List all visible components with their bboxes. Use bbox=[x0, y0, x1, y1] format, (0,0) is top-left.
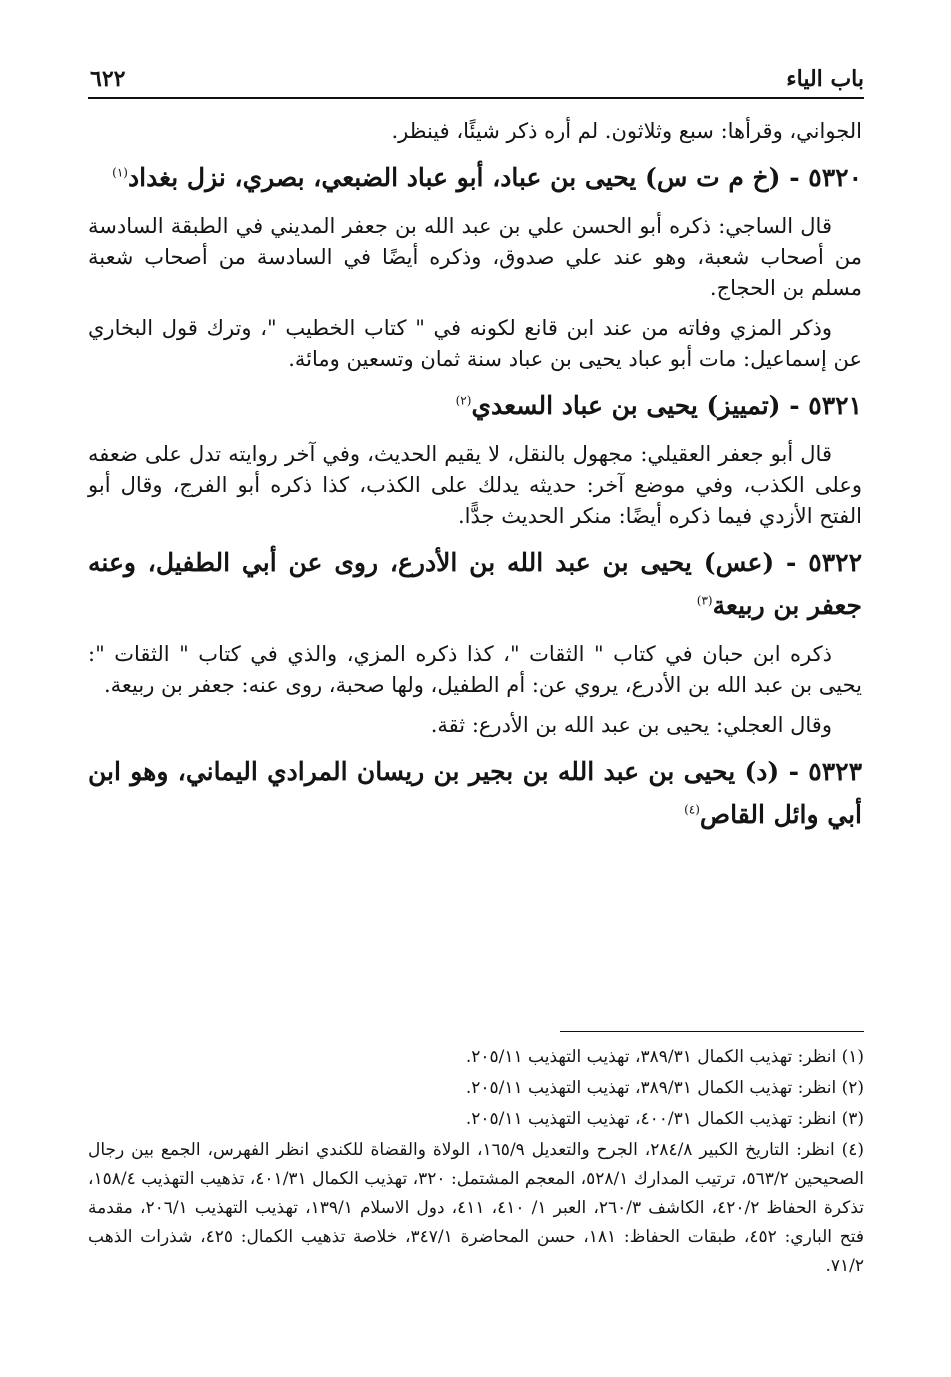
chapter-title: باب الياء bbox=[786, 66, 864, 92]
footnote-2: (٢) انظر: تهذيب الكمال ٣٨٩/٣١، تهذيب التهذيب ٢٠٥/١١. bbox=[465, 1078, 864, 1098]
footnote-marker: (٣) bbox=[696, 593, 713, 608]
footnote-separator bbox=[560, 1031, 864, 1032]
entry-heading-5323 bbox=[88, 750, 862, 836]
footnote-marker: (٤) bbox=[684, 802, 700, 817]
paragraph-continuation: الجواني، وقرأها: سبع وثلاثون. لم أره ذكر شيئًا، فينظر. bbox=[391, 119, 862, 143]
paragraph: ذكره ابن حبان في كتاب " الثقات "، كذا ذكره المزي، والذي في كتاب " الثقات ": يحيى بن عبد الله بن الأدرع، يروي عن: أم الطفيل، ولها صحبة، روى عنه: جعفر بن ربيعة. bbox=[88, 642, 862, 697]
running-header bbox=[88, 66, 864, 96]
entry-heading-5322 bbox=[88, 541, 862, 627]
footnote-4: (٤) انظر: التاريخ الكبير ٢٨٤/٨، الجرح والتعديل ١٦٥/٩، الولاة والقضاة للكندي انظر الفهرس، الجمع بين رجال الصحيحين ٥٦٣/٢، ترتيب المدارك ٥٢٨/١، المعجم المشتمل: ٣٢٠، تهذيب الكمال ٤٠١/٣١، تذهيب التهذيب ١٥٨/٤، تذكرة الحفاظ ٤٢٠/٢، الكاشف ٢٦٠/٣، العبر ١/ ٤١٠، ٤١١، دول الاسلام ١٣٩/١، تهذيب التهذيب ٢٠٦/١، مقدمة فتح الباري: ٤٥٢، طبقات الحفاظ: ١٨١، حسن المحاضرة ٣٤٧/١، خلاصة تذهيب الكمال: ٤٢٥، شذرات الذهب ٧١/٢. bbox=[88, 1140, 865, 1276]
entry-heading-text: ٥٣٢١ - (تمييز) يحيى بن عباد السعدي bbox=[471, 391, 862, 420]
entry-heading-5320 bbox=[88, 156, 862, 199]
footnotes bbox=[88, 1043, 864, 1283]
main-text bbox=[88, 116, 862, 848]
entry-heading-text: ٥٣٢٢ - (عس) يحيى بن عبد الله بن الأدرع، روى عن أبي الطفيل، وعنه جعفر بن ربيعة bbox=[88, 548, 862, 620]
header-rule bbox=[88, 97, 864, 99]
footnote-1: (١) انظر: تهذيب الكمال ٣٨٩/٣١، تهذيب التهذيب ٢٠٥/١١. bbox=[465, 1047, 864, 1067]
entry-heading-text: ٥٣٢٠ - (خ م ت س) يحيى بن عباد، أبو عباد الضبعي، بصري، نزل بغداد bbox=[127, 163, 862, 192]
footnote-marker: (١) bbox=[112, 165, 128, 180]
page-number: ٦٢٢ bbox=[90, 66, 126, 92]
entry-heading-text: ٥٣٢٣ - (د) يحيى بن عبد الله بن بجير بن ريسان المرادي اليماني، وهو ابن أبي وائل القاص bbox=[88, 757, 862, 829]
paragraph: قال أبو جعفر العقيلي: مجهول بالنقل، لا يقيم الحديث، وفي آخر روايته تدل على ضعفه وعلى الكذب، وفي موضع آخر: حديثه يدلك على الكذب، كذا ذكره أبو الفرج، وقال أبو الفتح الأزدي فيما ذكره أيضًا: منكر الحديث جدًّا. bbox=[88, 442, 862, 528]
paragraph: وذكر المزي وفاته من عند ابن قانع لكونه في " كتاب الخطيب "، وترك قول البخاري عن إسماعيل: مات أبو عباد يحيى بن عباد سنة ثمان وتسعين ومائة. bbox=[88, 316, 862, 371]
paragraph: وقال العجلي: يحيى بن عبد الله بن الأدرع: ثقة. bbox=[430, 713, 832, 737]
footnote-marker: (٢) bbox=[455, 393, 472, 408]
entry-heading-5321 bbox=[88, 384, 862, 427]
paragraph: قال الساجي: ذكره أبو الحسن علي بن عبد الله بن جعفر المديني في الطبقة السادسة من أصحاب شعبة، وهو عند علي صدوق، وذكره أيضًا في السادسة من أصحاب شعبة مسلم بن الحجاج. bbox=[88, 214, 862, 300]
footnote-3: (٣) انظر: تهذيب الكمال ٤٠٠/٣١، تهذيب التهذيب ٢٠٥/١١. bbox=[465, 1109, 864, 1129]
